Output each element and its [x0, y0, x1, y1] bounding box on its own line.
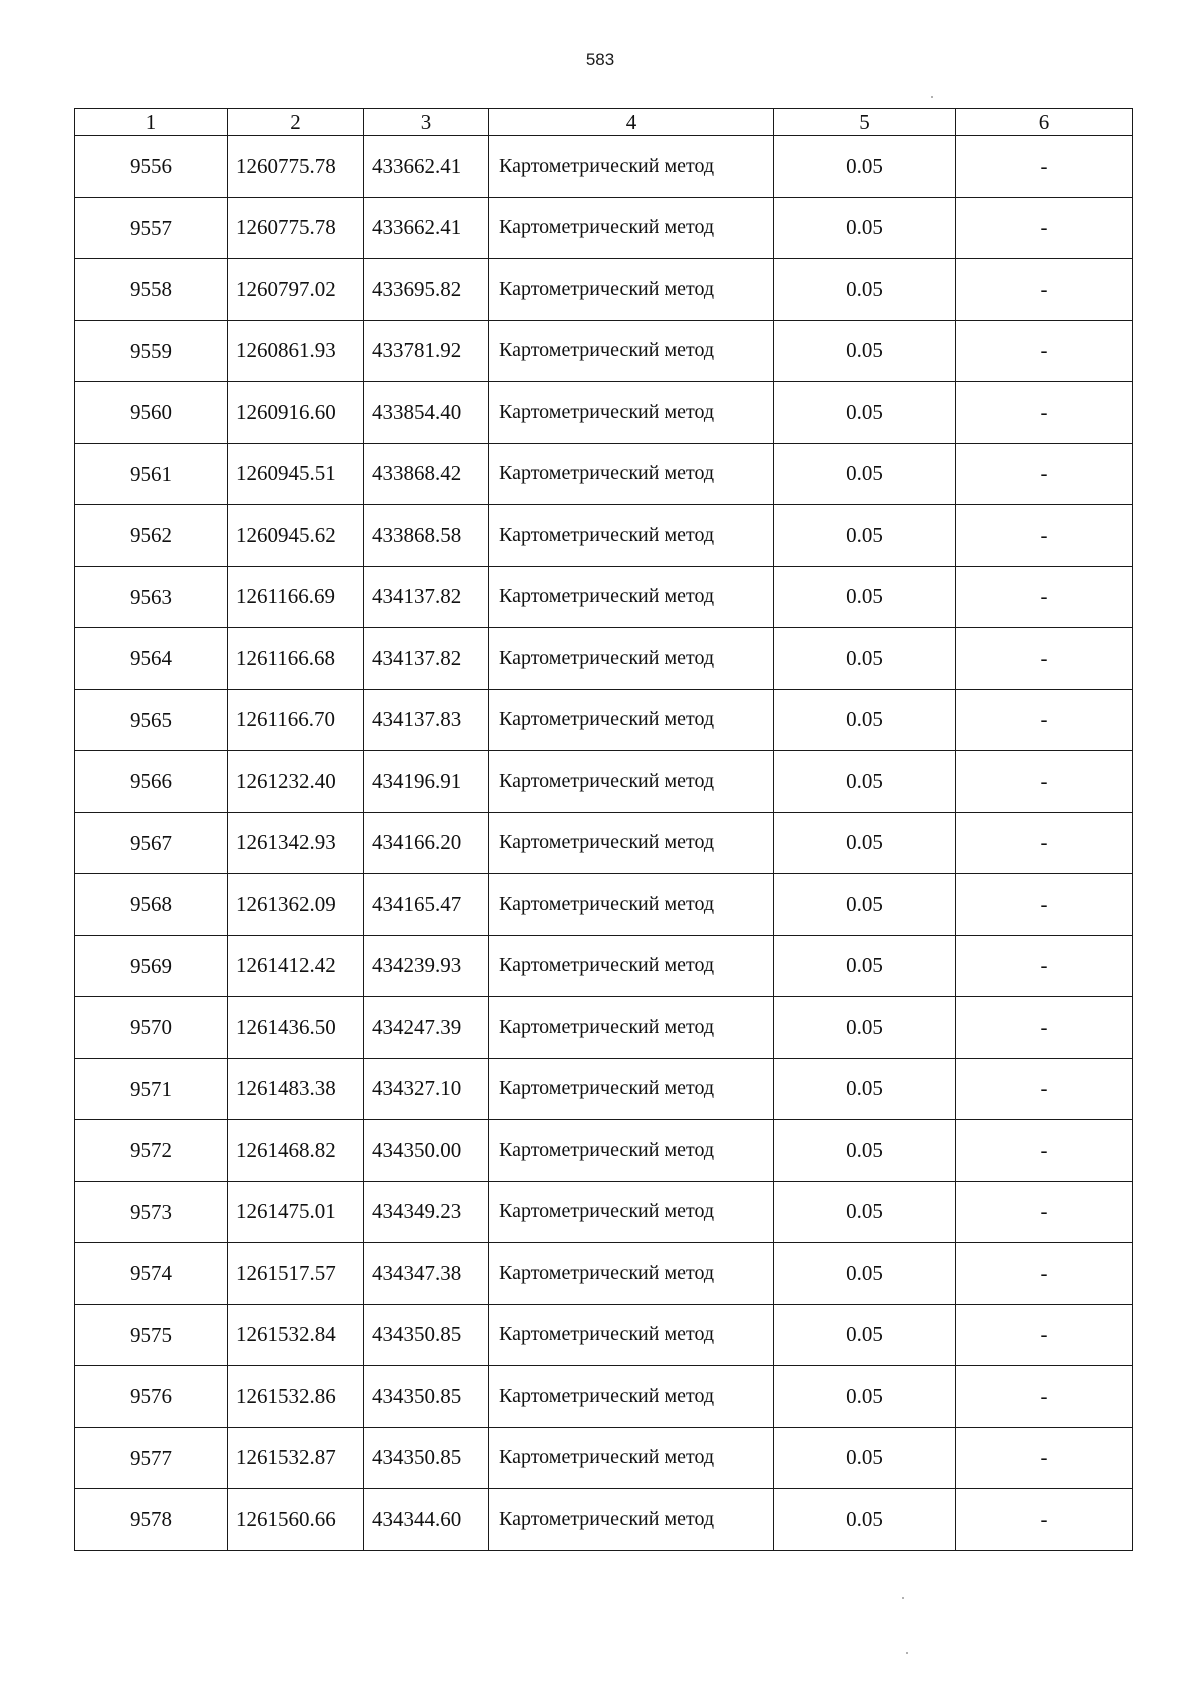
- method-cell: Картометрический метод: [489, 382, 774, 444]
- note-cell: -: [956, 443, 1133, 505]
- y-coordinate-cell: 434347.38: [364, 1243, 489, 1305]
- point-number-cell: 9577: [75, 1427, 228, 1489]
- accuracy-cell: 0.05: [774, 1366, 956, 1428]
- x-coordinate-cell: 1260775.78: [228, 136, 364, 198]
- y-coordinate-cell: 433662.41: [364, 197, 489, 259]
- table-row: [75, 1366, 1133, 1428]
- table-row: [75, 320, 1133, 382]
- accuracy-cell: 0.05: [774, 1181, 956, 1243]
- method-cell: Картометрический метод: [489, 443, 774, 505]
- x-coordinate-cell: 1261532.84: [228, 1304, 364, 1366]
- method-cell: Картометрический метод: [489, 1427, 774, 1489]
- point-number-cell: 9558: [75, 259, 228, 321]
- method-cell: Картометрический метод: [489, 751, 774, 813]
- table-row: [75, 197, 1133, 259]
- point-number-cell: 9560: [75, 382, 228, 444]
- y-coordinate-cell: 434350.85: [364, 1427, 489, 1489]
- note-cell: -: [956, 566, 1133, 628]
- header-cell-5: 5: [774, 109, 956, 136]
- method-cell: Картометрический метод: [489, 1489, 774, 1551]
- coordinates-table: [74, 108, 1133, 1551]
- table-row: [75, 259, 1133, 321]
- note-cell: -: [956, 1366, 1133, 1428]
- accuracy-cell: 0.05: [774, 382, 956, 444]
- table-row: [75, 628, 1133, 690]
- header-cell-4: 4: [489, 109, 774, 136]
- note-cell: -: [956, 1181, 1133, 1243]
- table-row: [75, 1181, 1133, 1243]
- y-coordinate-cell: 434247.39: [364, 997, 489, 1059]
- point-number-cell: 9570: [75, 997, 228, 1059]
- y-coordinate-cell: 433662.41: [364, 136, 489, 198]
- y-coordinate-cell: 434165.47: [364, 874, 489, 936]
- x-coordinate-cell: 1261532.86: [228, 1366, 364, 1428]
- note-cell: -: [956, 382, 1133, 444]
- header-cell-1: 1: [75, 109, 228, 136]
- y-coordinate-cell: 433868.42: [364, 443, 489, 505]
- point-number-cell: 9557: [75, 197, 228, 259]
- x-coordinate-cell: 1261475.01: [228, 1181, 364, 1243]
- method-cell: Картометрический метод: [489, 259, 774, 321]
- x-coordinate-cell: 1260945.62: [228, 505, 364, 567]
- note-cell: -: [956, 628, 1133, 690]
- accuracy-cell: 0.05: [774, 259, 956, 321]
- header-cell-6: 6: [956, 109, 1133, 136]
- accuracy-cell: 0.05: [774, 812, 956, 874]
- accuracy-cell: 0.05: [774, 935, 956, 997]
- method-cell: Картометрический метод: [489, 1120, 774, 1182]
- table-row: [75, 1058, 1133, 1120]
- note-cell: -: [956, 1427, 1133, 1489]
- note-cell: -: [956, 1058, 1133, 1120]
- table-row: [75, 382, 1133, 444]
- method-cell: Картометрический метод: [489, 874, 774, 936]
- y-coordinate-cell: 433695.82: [364, 259, 489, 321]
- x-coordinate-cell: 1260775.78: [228, 197, 364, 259]
- header-row: [75, 109, 1133, 136]
- accuracy-cell: 0.05: [774, 874, 956, 936]
- method-cell: Картометрический метод: [489, 1366, 774, 1428]
- y-coordinate-cell: 434327.10: [364, 1058, 489, 1120]
- point-number-cell: 9566: [75, 751, 228, 813]
- x-coordinate-cell: 1261483.38: [228, 1058, 364, 1120]
- note-cell: -: [956, 136, 1133, 198]
- accuracy-cell: 0.05: [774, 1427, 956, 1489]
- x-coordinate-cell: 1261342.93: [228, 812, 364, 874]
- method-cell: Картометрический метод: [489, 197, 774, 259]
- accuracy-cell: 0.05: [774, 1489, 956, 1551]
- x-coordinate-cell: 1261532.87: [228, 1427, 364, 1489]
- y-coordinate-cell: 433854.40: [364, 382, 489, 444]
- point-number-cell: 9559: [75, 320, 228, 382]
- accuracy-cell: 0.05: [774, 689, 956, 751]
- x-coordinate-cell: 1261166.70: [228, 689, 364, 751]
- scan-speck: [906, 1652, 908, 1654]
- x-coordinate-cell: 1261436.50: [228, 997, 364, 1059]
- point-number-cell: 9574: [75, 1243, 228, 1305]
- method-cell: Картометрический метод: [489, 566, 774, 628]
- point-number-cell: 9563: [75, 566, 228, 628]
- accuracy-cell: 0.05: [774, 136, 956, 198]
- method-cell: Картометрический метод: [489, 812, 774, 874]
- method-cell: Картометрический метод: [489, 136, 774, 198]
- note-cell: -: [956, 505, 1133, 567]
- note-cell: -: [956, 1120, 1133, 1182]
- y-coordinate-cell: 434196.91: [364, 751, 489, 813]
- point-number-cell: 9575: [75, 1304, 228, 1366]
- y-coordinate-cell: 434137.82: [364, 628, 489, 690]
- method-cell: Картометрический метод: [489, 1058, 774, 1120]
- y-coordinate-cell: 434350.00: [364, 1120, 489, 1182]
- table-row: [75, 1427, 1133, 1489]
- note-cell: -: [956, 1489, 1133, 1551]
- point-number-cell: 9564: [75, 628, 228, 690]
- y-coordinate-cell: 434350.85: [364, 1304, 489, 1366]
- method-cell: Картометрический метод: [489, 1304, 774, 1366]
- x-coordinate-cell: 1261166.69: [228, 566, 364, 628]
- note-cell: -: [956, 689, 1133, 751]
- point-number-cell: 9573: [75, 1181, 228, 1243]
- y-coordinate-cell: 434239.93: [364, 935, 489, 997]
- y-coordinate-cell: 434350.85: [364, 1366, 489, 1428]
- accuracy-cell: 0.05: [774, 320, 956, 382]
- note-cell: -: [956, 812, 1133, 874]
- table-row: [75, 689, 1133, 751]
- table-row: [75, 1304, 1133, 1366]
- note-cell: -: [956, 874, 1133, 936]
- page-number: 583: [585, 50, 615, 69]
- y-coordinate-cell: 434166.20: [364, 812, 489, 874]
- table-row: [75, 566, 1133, 628]
- table-row: [75, 1243, 1133, 1305]
- method-cell: Картометрический метод: [489, 689, 774, 751]
- x-coordinate-cell: 1261468.82: [228, 1120, 364, 1182]
- note-cell: -: [956, 259, 1133, 321]
- table-row: [75, 136, 1133, 198]
- accuracy-cell: 0.05: [774, 997, 956, 1059]
- x-coordinate-cell: 1260916.60: [228, 382, 364, 444]
- scan-speck: [931, 96, 933, 98]
- point-number-cell: 9562: [75, 505, 228, 567]
- accuracy-cell: 0.05: [774, 1304, 956, 1366]
- table-row: [75, 443, 1133, 505]
- point-number-cell: 9571: [75, 1058, 228, 1120]
- x-coordinate-cell: 1260861.93: [228, 320, 364, 382]
- method-cell: Картометрический метод: [489, 628, 774, 690]
- method-cell: Картометрический метод: [489, 935, 774, 997]
- table-row: [75, 812, 1133, 874]
- point-number-cell: 9556: [75, 136, 228, 198]
- y-coordinate-cell: 433781.92: [364, 320, 489, 382]
- y-coordinate-cell: 434344.60: [364, 1489, 489, 1551]
- note-cell: -: [956, 1243, 1133, 1305]
- table-header: [75, 109, 1133, 136]
- table-body: [75, 136, 1133, 1551]
- table-row: [75, 874, 1133, 936]
- x-coordinate-cell: 1261166.68: [228, 628, 364, 690]
- method-cell: Картометрический метод: [489, 997, 774, 1059]
- note-cell: -: [956, 1304, 1133, 1366]
- y-coordinate-cell: 434349.23: [364, 1181, 489, 1243]
- note-cell: -: [956, 320, 1133, 382]
- accuracy-cell: 0.05: [774, 197, 956, 259]
- table-row: [75, 1120, 1133, 1182]
- accuracy-cell: 0.05: [774, 1243, 956, 1305]
- x-coordinate-cell: 1260945.51: [228, 443, 364, 505]
- point-number-cell: 9576: [75, 1366, 228, 1428]
- accuracy-cell: 0.05: [774, 443, 956, 505]
- accuracy-cell: 0.05: [774, 751, 956, 813]
- point-number-cell: 9568: [75, 874, 228, 936]
- x-coordinate-cell: 1261232.40: [228, 751, 364, 813]
- method-cell: Картометрический метод: [489, 1243, 774, 1305]
- scan-speck: [902, 1597, 904, 1599]
- method-cell: Картометрический метод: [489, 320, 774, 382]
- header-cell-2: 2: [228, 109, 364, 136]
- point-number-cell: 9578: [75, 1489, 228, 1551]
- point-number-cell: 9569: [75, 935, 228, 997]
- method-cell: Картометрический метод: [489, 1181, 774, 1243]
- x-coordinate-cell: 1261412.42: [228, 935, 364, 997]
- x-coordinate-cell: 1260797.02: [228, 259, 364, 321]
- point-number-cell: 9572: [75, 1120, 228, 1182]
- note-cell: -: [956, 751, 1133, 813]
- y-coordinate-cell: 433868.58: [364, 505, 489, 567]
- header-cell-3: 3: [364, 109, 489, 136]
- x-coordinate-cell: 1261517.57: [228, 1243, 364, 1305]
- accuracy-cell: 0.05: [774, 1058, 956, 1120]
- y-coordinate-cell: 434137.82: [364, 566, 489, 628]
- table-row: [75, 505, 1133, 567]
- method-cell: Картометрический метод: [489, 505, 774, 567]
- accuracy-cell: 0.05: [774, 566, 956, 628]
- accuracy-cell: 0.05: [774, 505, 956, 567]
- table-row: [75, 751, 1133, 813]
- point-number-cell: 9565: [75, 689, 228, 751]
- note-cell: -: [956, 997, 1133, 1059]
- y-coordinate-cell: 434137.83: [364, 689, 489, 751]
- accuracy-cell: 0.05: [774, 628, 956, 690]
- table-row: [75, 935, 1133, 997]
- table-row: [75, 1489, 1133, 1551]
- x-coordinate-cell: 1261560.66: [228, 1489, 364, 1551]
- note-cell: -: [956, 197, 1133, 259]
- table-row: [75, 997, 1133, 1059]
- point-number-cell: 9561: [75, 443, 228, 505]
- accuracy-cell: 0.05: [774, 1120, 956, 1182]
- note-cell: -: [956, 935, 1133, 997]
- point-number-cell: 9567: [75, 812, 228, 874]
- x-coordinate-cell: 1261362.09: [228, 874, 364, 936]
